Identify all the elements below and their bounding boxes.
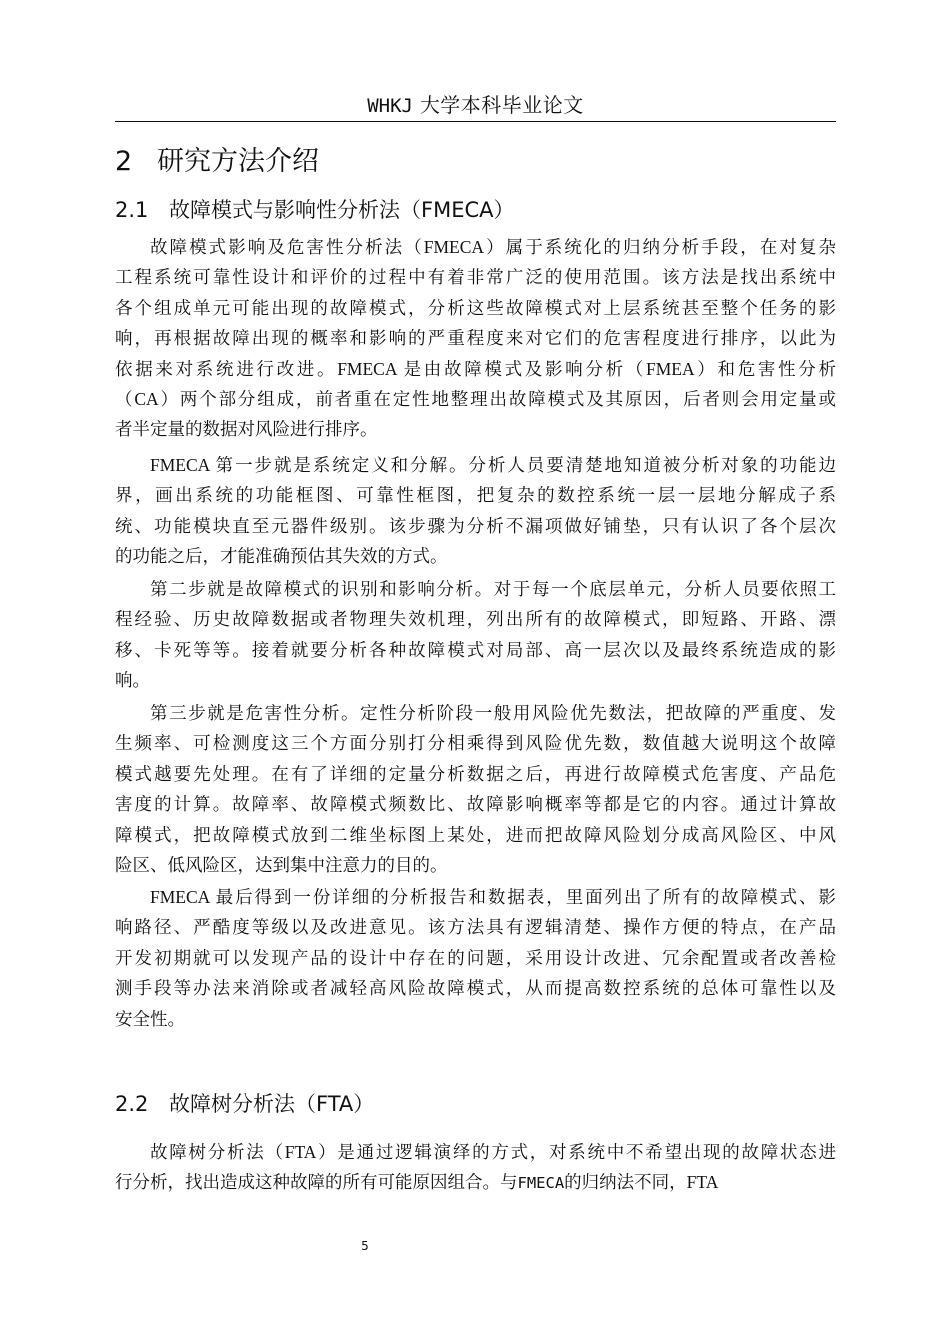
paragraph-line: 的功能之后，才能准确预估其失效的方式。: [115, 546, 448, 567]
paragraph-line: 第二步就是故障模式的识别和影响分析。对于每一个底层单元，分析人员要依照工: [150, 579, 836, 599]
paragraph-line: 工程系统可靠性设计和评价的过程中有着非常广泛的使用范围。该方法是找出系统中: [115, 267, 836, 288]
paragraph-5: [115, 882, 836, 1034]
paragraph-line: 响路径、严酷度等级以及改进意见。该方法具有逻辑清楚、操作方便的特点，在产品: [115, 917, 836, 938]
paragraph-line: （CA）两个部分组成，前者重在定性地整理出故障模式及其原因，后者则会用定量或: [115, 388, 836, 409]
section-heading-2-1: [115, 195, 515, 225]
section-title: 故障模式与影响性分析法（FMECA）: [169, 198, 515, 222]
paragraph-line: 障模式，把故障模式放到二维坐标图上某处，进而把故障风险划分成高风险区、中风: [115, 824, 836, 845]
paragraph-line: FMECA 第一步就是系统定义和分解。分析人员要清楚地知道被分析对象的功能边: [150, 455, 836, 475]
paragraph-line: 统、功能模块直至元器件级别。该步骤为分析不漏项做好铺垫，只有认识了各个层次: [115, 515, 836, 536]
header-rule: [115, 121, 836, 122]
paragraph-line: 者半定量的数据对风险进行排序。: [115, 419, 378, 440]
paragraph-line: 安全性。: [115, 1008, 185, 1029]
paragraph-line: 故障模式影响及危害性分析法（FMECA）属于系统化的归纳分析手段，在对复杂: [150, 237, 836, 257]
paragraph-line: 各个组成单元可能出现的故障模式，分析这些故障模式对上层系统甚至整个任务的影: [115, 297, 836, 318]
paragraph-line: 测手段等办法来消除或者减轻高风险故障模式，从而提高数控系统的总体可靠性以及: [115, 978, 836, 999]
paragraph-line: 程经验、历史故障数据或者物理失效机理，列出所有的故障模式，即短路、开路、漂: [115, 609, 836, 630]
paragraph-line: 害度的计算。故障率、故障模式频数比、故障影响概率等都是它的内容。通过计算故: [115, 794, 836, 815]
paragraph-line: 界，画出系统的功能框图、可靠性框图，把复杂的数控系统一层一层地分解成子系: [115, 485, 836, 506]
paragraph-line: 响，再根据故障出现的概率和影响的严重程度来对它们的危害程度进行排序，以此为: [115, 328, 836, 349]
paragraph-line: [115, 1167, 836, 1197]
header-title: 大学本科毕业论文: [419, 93, 584, 117]
paragraph-line: 响。: [115, 670, 150, 691]
paragraph-line: 移、卡死等等。接着就要分析各种故障模式对局部、高一层次以及最终系统造成的影: [115, 639, 836, 660]
header-latin: WHKJ: [367, 95, 413, 117]
paragraph-line: 依据来对系统进行改进。FMECA 是由故障模式及影响分析（FMEA）和危害性分析: [115, 358, 836, 379]
paragraph-line: 险区、低风险区，达到集中注意力的目的。: [115, 854, 448, 875]
paragraph-3: [115, 574, 836, 696]
paragraph-1: [115, 232, 836, 445]
section-title: 故障树分析法（FTA）: [169, 1092, 375, 1116]
paragraph-line: 生频率、可检测度这三个方面分别打分相乘得到风险优先数，数值越大说明这个故障: [115, 733, 836, 754]
paragraph-4: [115, 698, 836, 880]
inline-code-term: FMECA: [517, 1174, 565, 1193]
line-text: 行分析，找出造成这种故障的所有可能原因组合。与: [115, 1172, 518, 1193]
line-text: 的归纳法不同，FTA: [564, 1172, 719, 1193]
paragraph-6: [115, 1137, 836, 1198]
chapter-title: 研究方法介绍: [157, 146, 319, 177]
page-number: 5: [361, 1239, 369, 1253]
running-header: [115, 92, 836, 119]
paragraph-line: 故障树分析法（FTA）是通过逻辑演绎的方式，对系统中不希望出现的故障状态进: [150, 1142, 836, 1162]
section-number: 2.1: [115, 198, 149, 222]
section-heading-2-2: [115, 1089, 374, 1119]
paragraph-line: 开发初期就可以发现产品的设计中存在的问题，采用设计改进、冗余配置或者改善检: [115, 947, 836, 968]
chapter-number: 2: [115, 146, 133, 177]
paragraph-line: 第三步就是危害性分析。定性分析阶段一般用风险优先数法，把故障的严重度、发: [150, 703, 836, 723]
paragraph-line: 模式越要先处理。在有了详细的定量分析数据之后，再进行故障模式危害度、产品危: [115, 763, 836, 784]
paragraph-line: FMECA 最后得到一份详细的分析报告和数据表，里面列出了所有的故障模式、影: [150, 887, 836, 907]
chapter-heading: [115, 142, 319, 182]
section-number: 2.2: [115, 1092, 149, 1116]
paragraph-2: [115, 450, 836, 572]
